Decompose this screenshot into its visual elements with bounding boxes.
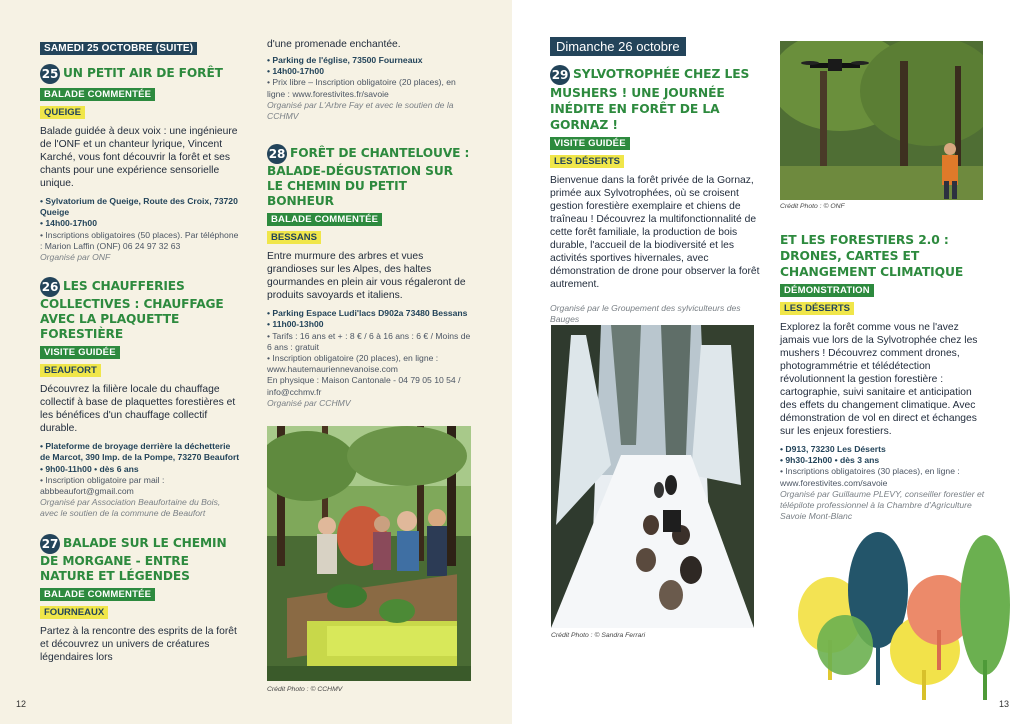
- event-27: [40, 534, 240, 664]
- event-title-text: SYLVOTROPHÉE CHEZ LES MUSHERS ! UNE JOURNÉE INÉDITE EN FORÊT DE LA GORNAZ !: [550, 67, 750, 132]
- photo-credit: Crédit Photo : © Sandra Ferrari: [551, 632, 646, 639]
- left-column-1: [40, 38, 240, 664]
- event-address: • D913, 73230 Les Déserts: [780, 444, 886, 454]
- event-type-badge: VISITE GUIDÉE: [40, 346, 120, 359]
- event-description-continued: d'une promenade enchantée.: [267, 39, 401, 50]
- event-place-badge: FOURNEAUX: [40, 606, 108, 619]
- event-type-badge: VISITE GUIDÉE: [550, 137, 630, 150]
- event-29-part-2: [780, 232, 985, 522]
- event-address: • Sylvatorium de Queige, Route des Croix, 73720 Queige: [40, 196, 238, 218]
- event-organizer: Organisé par ONF: [40, 252, 111, 263]
- event-title: [40, 534, 240, 584]
- event-type-badge: BALADE COMMENTÉE: [40, 588, 155, 601]
- event-prices: • Tarifs : 16 ans et + : 8 € / 6 à 16 ans : 6 € / Moins de 6 ans : gratuit: [267, 330, 471, 352]
- event-title-text: LES CHAUFFERIES COLLECTIVES : CHAUFFAGE AVEC LA PLAQUETTE FORESTIÈRE: [40, 279, 224, 342]
- event-type-badge: BALADE COMMENTÉE: [267, 213, 382, 226]
- event-address: • Plateforme de broyage derrière la déchetterie de Marcot, 390 Imp. de la Pompe, 73270 Beaufort: [40, 441, 240, 463]
- decorative-trees-illustration: [790, 520, 1020, 705]
- event-number: 25: [40, 64, 60, 84]
- event-registration: • Inscription obligatoire (20 places), en ligne : www.hautemauriennevanoise.com: [267, 353, 439, 375]
- event-title: [40, 64, 240, 84]
- event-time: • 11h00-13h00: [267, 319, 324, 330]
- event-organizer: Organisé par Association Beaufortaine du Bois, avec le soutien de la commune de Beaufort: [40, 497, 221, 519]
- event-registration: • Inscriptions obligatoires (50 places). Par téléphone : Marion Laffin (ONF) 06 24 97 32 63: [40, 229, 239, 251]
- event-contact: En physique : Maison Cantonale - 04 79 05 10 54 / info@cchmv.fr: [267, 375, 461, 397]
- event-organizer: Organisé par le Groupement des sylviculteurs des Bauges: [550, 303, 741, 325]
- day-tag: Dimanche 26 octobre: [550, 37, 686, 56]
- event-place-badge: BEAUFORT: [40, 364, 101, 377]
- photo-picnic-group: [267, 426, 471, 681]
- event-title: [267, 144, 472, 209]
- day-tag: SAMEDI 25 OCTOBRE (SUITE): [40, 42, 197, 55]
- sled-dogs-photo-image: [551, 325, 754, 628]
- event-info: [550, 303, 760, 325]
- event-time: • 14h00-17h00: [40, 218, 97, 229]
- event-25: [40, 64, 240, 263]
- event-address: • Parking Espace Ludi'lacs D902a 73480 Bessans: [267, 308, 468, 319]
- event-registration: • Inscriptions obligatoires (30 places), en ligne : www.forestivites.com/savoie: [780, 466, 960, 488]
- event-organizer: Organisé par Guillaume PLEVY, conseiller forestier et télépilote professionnel à la Chambre d'Agriculture Savoie Mont-Blanc: [780, 488, 985, 522]
- right-column-2: [780, 232, 985, 522]
- event-number: 26: [40, 277, 60, 297]
- right-page: [512, 0, 1024, 724]
- event-description: Découvrez la filière locale du chauffage collectif à base de plaquettes forestières et les bénéfices d'un chauffage collectif durable.: [40, 384, 236, 435]
- event-title: [40, 277, 240, 342]
- page-number: 12: [16, 699, 27, 709]
- photo-credit: Crédit Photo : © ONF: [780, 203, 845, 210]
- event-registration: • Prix libre – Inscription obligatoire (20 places), en ligne : www.forestivites.fr/savoie: [267, 77, 456, 99]
- left-column-2: [267, 38, 472, 409]
- event-description: Entre murmure des arbres et vues grandioses sur les Alpes, des haltes gourmandes en plein air vous régaleront de produits savoyards et italiens.: [267, 251, 466, 302]
- event-26: [40, 277, 240, 519]
- picnic-photo-image: [267, 426, 471, 681]
- event-title-text: FORÊT DE CHANTELOUVE : BALADE-DÉGUSTATION SUR LE CHEMIN DU PETIT BONHEUR: [267, 146, 470, 209]
- event-title: ET LES FORESTIERS 2.0 : DRONES, CARTES ET CHANGEMENT CLIMATIQUE: [780, 233, 964, 279]
- event-number: 27: [40, 534, 60, 554]
- event-address: • Parking de l'église, 73500 Fourneaux: [267, 55, 423, 65]
- event-time: • 9h00-11h00 • dès 6 ans: [40, 463, 139, 474]
- event-info: [40, 196, 240, 263]
- photo-credit: Crédit Photo : © CCHMV: [267, 686, 343, 693]
- event-organizer: Organisé par CCHMV: [267, 397, 351, 408]
- event-registration: • Inscription obligatoire par mail : abbbeaufort@gmail.com: [40, 474, 165, 497]
- event-info: [780, 444, 985, 522]
- event-place-badge: QUEIGE: [40, 106, 85, 119]
- event-info: [267, 308, 472, 409]
- event-type-badge: BALADE COMMENTÉE: [40, 88, 155, 101]
- event-title-text: BALADE SUR LE CHEMIN DE MORGANE - ENTRE NATURE ET LÉGENDES: [40, 535, 227, 583]
- event-title: [550, 65, 760, 133]
- event-29: [550, 65, 760, 325]
- event-place-badge: LES DÉSERTS: [550, 155, 624, 168]
- event-description: Partez à la rencontre des esprits de la forêt et découvrez un univers de créatures légendaires lors: [40, 625, 237, 663]
- event-info: [40, 441, 240, 519]
- event-number: 28: [267, 144, 287, 164]
- event-number: 29: [550, 65, 570, 85]
- right-column-1: [550, 37, 760, 325]
- drone-photo-image: [780, 41, 983, 200]
- photo-drone-forest: [780, 41, 983, 200]
- event-description: Balade guidée à deux voix : une ingénieure de l'ONF et un chanteur lyrique, Vincent Karché, vous font découvrir la forêt et ses chants pour une expérience sensorielle unique.: [40, 126, 238, 189]
- photo-sled-dogs: [551, 325, 754, 628]
- event-28: [267, 144, 472, 409]
- event-time: • 14h00-17h00: [267, 66, 324, 77]
- event-description: Explorez la forêt comme vous ne l'avez jamais vue lors de la Sylvotrophée chez les mushers ! Découvrez comment drones, photogrammétrie et télédétection révolutionnent la gestion forestière : cartographie, suivi sanitaire et anticipation des effets du changement climatique. Avec démonstration de vol en direct et échanges sur les enjeux forestiers.: [780, 322, 978, 437]
- event-place-badge: LES DÉSERTS: [780, 302, 854, 315]
- event-place-badge: BESSANS: [267, 231, 321, 244]
- event-title-text: UN PETIT AIR DE FORÊT: [63, 66, 223, 80]
- page-number: 13: [999, 699, 1010, 709]
- event-organizer: Organisé par L'Arbre Fay et avec le soutien de la CCHMV: [267, 99, 454, 122]
- event-description: Bienvenue dans la forêt privée de la Gornaz, primée aux Sylvotrophées, où se croisent gestion forestière exemplaire et chiens de traîneau ! Découvrez la multifonctionnalité de cette forêt familiale, la production de bois durable, l'accueil de la biodiversité et les activités sportives hivernales, avec démonstration de drone pour observer la forêt autrement.: [550, 175, 760, 290]
- event-info: [267, 55, 472, 122]
- event-type-badge: DÉMONSTRATION: [780, 284, 874, 297]
- event-time: • 9h30-12h00 • dès 3 ans: [780, 455, 880, 466]
